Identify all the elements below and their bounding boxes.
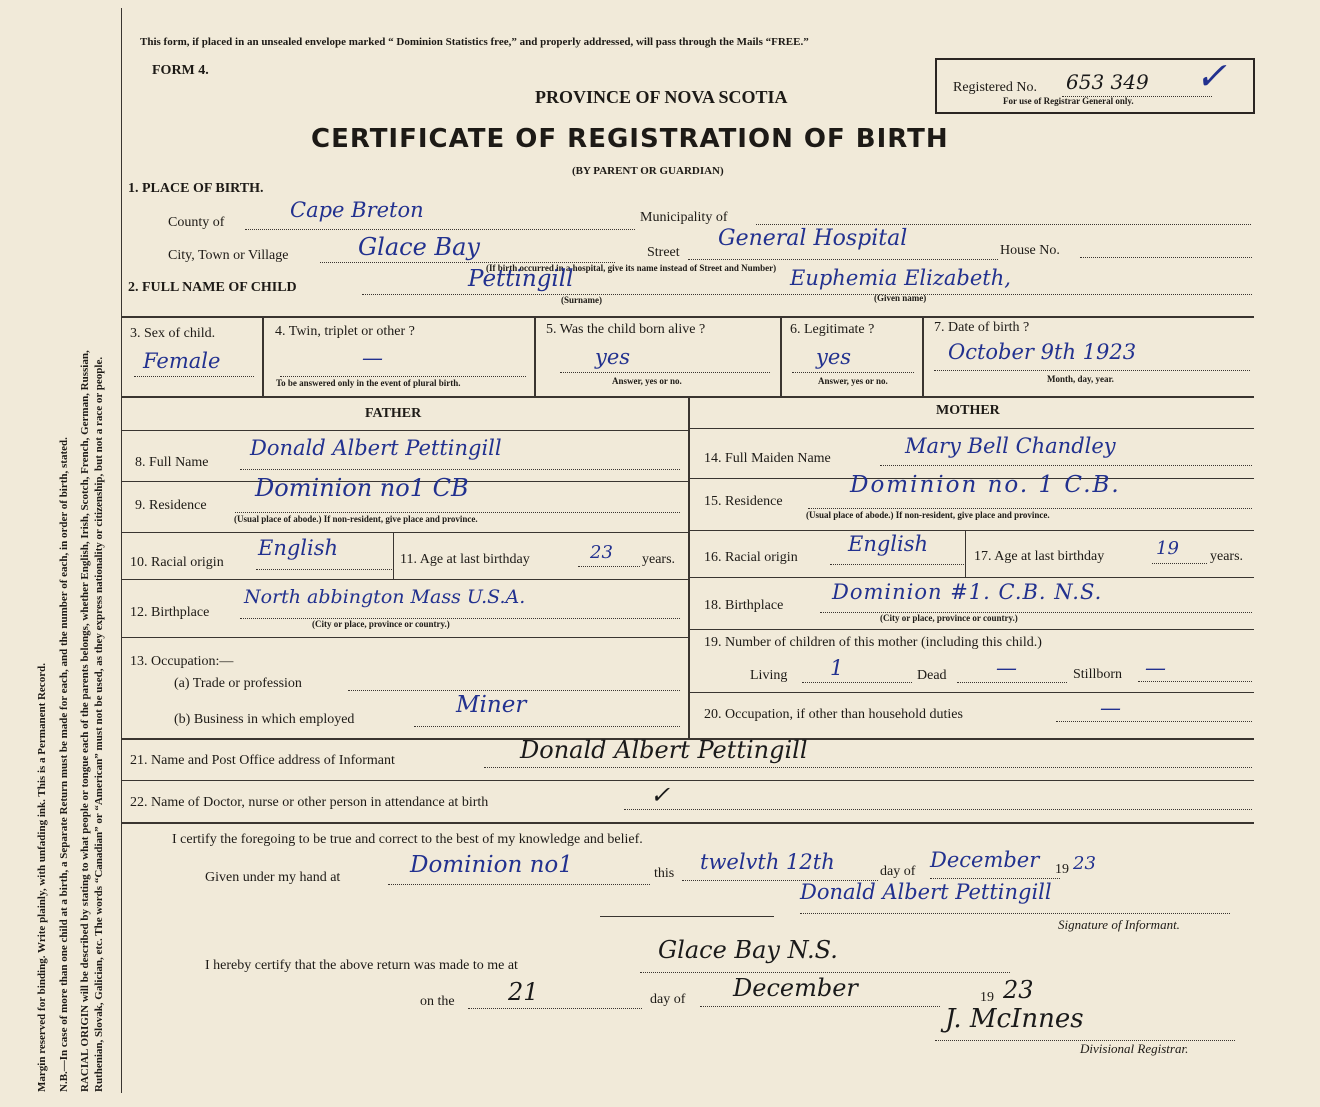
house-number-label: House No. (1000, 243, 1060, 258)
mother-occupation-label: 20. Occupation, if other than household duties (704, 707, 963, 722)
father-years-label: years. (642, 552, 676, 567)
father-birthplace-value: North abbington Mass U.S.A. (244, 586, 526, 608)
father-birthplace-label: 12. Birthplace (130, 605, 210, 620)
business-value: Miner (456, 692, 527, 718)
father-birthplace-note: (City or place, province or country.) (312, 619, 450, 629)
child-name-label: 2. FULL NAME OF CHILD (128, 280, 297, 295)
given-day-value: twelvth 12th (700, 850, 835, 874)
registrar-certify-statement: I hereby certify that the above return was made to me at (205, 958, 518, 973)
mother-name-label: 14. Full Maiden Name (704, 451, 831, 466)
father-name-label: 8. Full Name (135, 455, 209, 470)
mother-residence-value: Dominion no. 1 C.B. (850, 472, 1121, 498)
father-race-value: English (258, 536, 339, 560)
legitimate-note: Answer, yes or no. (818, 376, 888, 386)
registrar-day-of-label: day of (650, 992, 686, 1007)
registered-check-mark: ✓ (1195, 54, 1227, 98)
mother-birthplace-value: Dominion #1. C.B. N.S. (832, 580, 1103, 604)
twin-label: 4. Twin, triplet or other ? (275, 324, 415, 339)
given-under-hand-label: Given under my hand at (205, 870, 341, 885)
born-alive-note: Answer, yes or no. (612, 376, 682, 386)
county-label: County of (168, 215, 225, 230)
mailing-note: This form, if placed in an unsealed envelope marked “ Dominion Statistics free,” and properly addressed, will pass through the Mails “FREE.” (140, 36, 809, 48)
sex-label: 3. Sex of child. (130, 326, 216, 341)
father-name-value: Donald Albert Pettingill (250, 436, 502, 460)
margin-note-1: Margin reserved for binding. Write plainly, with unfading ink. This is a Permanent Record. (36, 663, 48, 1092)
street-value: General Hospital (718, 226, 908, 251)
registrar-caption: Divisional Registrar. (1080, 1041, 1189, 1056)
birth-date-note: Month, day, year. (1047, 374, 1114, 384)
mother-birthplace-note: (City or place, province or country.) (880, 613, 1018, 623)
father-residence-value: Dominion no1 CB (255, 474, 469, 502)
informant-value: Donald Albert Pettingill (520, 736, 808, 764)
given-month-value: December (930, 848, 1040, 872)
divider (122, 316, 1254, 318)
county-value: Cape Breton (290, 198, 424, 222)
born-alive-label: 5. Was the child born alive ? (546, 322, 706, 337)
given-year-prefix: 19 (1055, 862, 1069, 877)
certify-statement: I certify the foregoing to be true and correct to the best of my knowledge and belief. (172, 832, 643, 847)
children-count-label: 19. Number of children of this mother (including this child.) (704, 635, 1042, 650)
dead-label: Dead (917, 668, 947, 683)
given-name-caption: (Given name) (874, 293, 927, 303)
informant-label: 21. Name and Post Office address of Informant (130, 753, 395, 768)
father-race-label: 10. Racial origin (130, 555, 224, 570)
twin-note: To be answered only in the event of plural birth. (276, 378, 461, 388)
informant-signature-caption: Signature of Informant. (1058, 917, 1180, 932)
mother-name-value: Mary Bell Chandley (905, 434, 1116, 458)
birth-date-value: October 9th 1923 (948, 340, 1137, 364)
father-residence-note: (Usual place of abode.) If non-resident, give place and province. (234, 514, 478, 524)
mother-heading: MOTHER (936, 403, 1000, 418)
registrar-year-value: 23 (1003, 976, 1034, 1004)
father-age-value: 23 (590, 542, 613, 563)
stillborn-value: — (1145, 656, 1166, 680)
mother-occupation-value: — (1100, 696, 1121, 720)
trade-label: (a) Trade or profession (174, 676, 302, 691)
mother-age-value: 19 (1156, 538, 1179, 559)
registrar-month-value: December (733, 974, 858, 1002)
municipality-label: Municipality of (640, 210, 728, 225)
surname-caption: (Surname) (561, 295, 602, 305)
column-divider (688, 396, 690, 738)
hospital-note: (If birth occurred in a hospital, give its name instead of Street and Number) (486, 263, 777, 273)
certificate-title: CERTIFICATE OF REGISTRATION OF BIRTH (311, 124, 949, 154)
given-year-value: 23 (1073, 853, 1096, 874)
form-number: FORM 4. (152, 63, 209, 78)
stillborn-label: Stillborn (1073, 667, 1123, 682)
born-alive-value: yes (595, 345, 631, 369)
mother-race-label: 16. Racial origin (704, 550, 798, 565)
margin-note-4: Ruthenian, Slovak, Galician, etc. The words “Canadian” or “American” must not be used, as they express nationality or citizenship, but not a race or people. (93, 356, 105, 1092)
certificate-subtitle: (BY PARENT OR GUARDIAN) (572, 165, 724, 177)
birth-date-label: 7. Date of birth ? (934, 320, 1030, 335)
father-age-label: 11. Age at last birthday (400, 552, 530, 567)
margin-note-3: RACIAL ORIGIN will be described by stating to what people or tongue each of the parents belongs, whether English, Irish, Scotch, French, German, Russian, (79, 350, 91, 1092)
registrar-year-prefix: 19 (980, 990, 994, 1005)
sex-value: Female (143, 349, 221, 373)
legitimate-value: yes (816, 345, 852, 369)
living-value: 1 (830, 656, 844, 680)
living-label: Living (750, 668, 788, 683)
doctor-label: 22. Name of Doctor, nurse or other person in attendance at birth (130, 795, 489, 810)
binding-margin-line (121, 8, 122, 1093)
registrar-day-value: 21 (508, 978, 539, 1006)
margin-note-2: N.B.—In case of more than one child at a birth, a Separate Return must be made for each, and the number of each, in order of birth, stated. (58, 437, 70, 1092)
mother-residence-label: 15. Residence (704, 494, 783, 509)
father-residence-label: 9. Residence (135, 498, 207, 513)
father-occupation-label: 13. Occupation:— (130, 654, 234, 669)
mother-years-label: years. (1210, 549, 1244, 564)
registrar-place-value: Glace Bay N.S. (658, 936, 838, 964)
child-given-name-value: Euphemia Elizabeth, (790, 266, 1011, 290)
legitimate-label: 6. Legitimate ? (790, 322, 875, 337)
mother-residence-note: (Usual place of abode.) If non-resident, give place and province. (806, 510, 1050, 520)
given-place-value: Dominion no1 (410, 852, 573, 878)
business-label: (b) Business in which employed (174, 712, 355, 727)
this-label: this (654, 866, 675, 881)
given-day-of-label: day of (880, 864, 916, 879)
place-of-birth-label: 1. PLACE OF BIRTH. (128, 181, 264, 196)
dead-value: — (996, 656, 1017, 680)
registrar-use-note: For use of Registrar General only. (1003, 96, 1134, 106)
city-label: City, Town or Village (168, 248, 289, 263)
twin-value: — (362, 346, 383, 370)
mother-race-value: English (848, 532, 929, 556)
registered-value: 653 349 (1066, 70, 1149, 94)
child-surname-value: Pettingill (468, 266, 574, 292)
father-heading: FATHER (365, 406, 422, 421)
street-label: Street (647, 245, 680, 260)
on-the-label: on the (420, 994, 455, 1009)
registrar-signature: J. McInnes (945, 1004, 1084, 1034)
province-heading: PROVINCE OF NOVA SCOTIA (535, 87, 788, 107)
city-value: Glace Bay (358, 233, 480, 261)
doctor-value: ✓ (650, 781, 671, 809)
mother-birthplace-label: 18. Birthplace (704, 598, 784, 613)
informant-signature: Donald Albert Pettingill (800, 880, 1052, 904)
registered-label: Registered No. (953, 80, 1037, 95)
mother-age-label: 17. Age at last birthday (974, 549, 1105, 564)
